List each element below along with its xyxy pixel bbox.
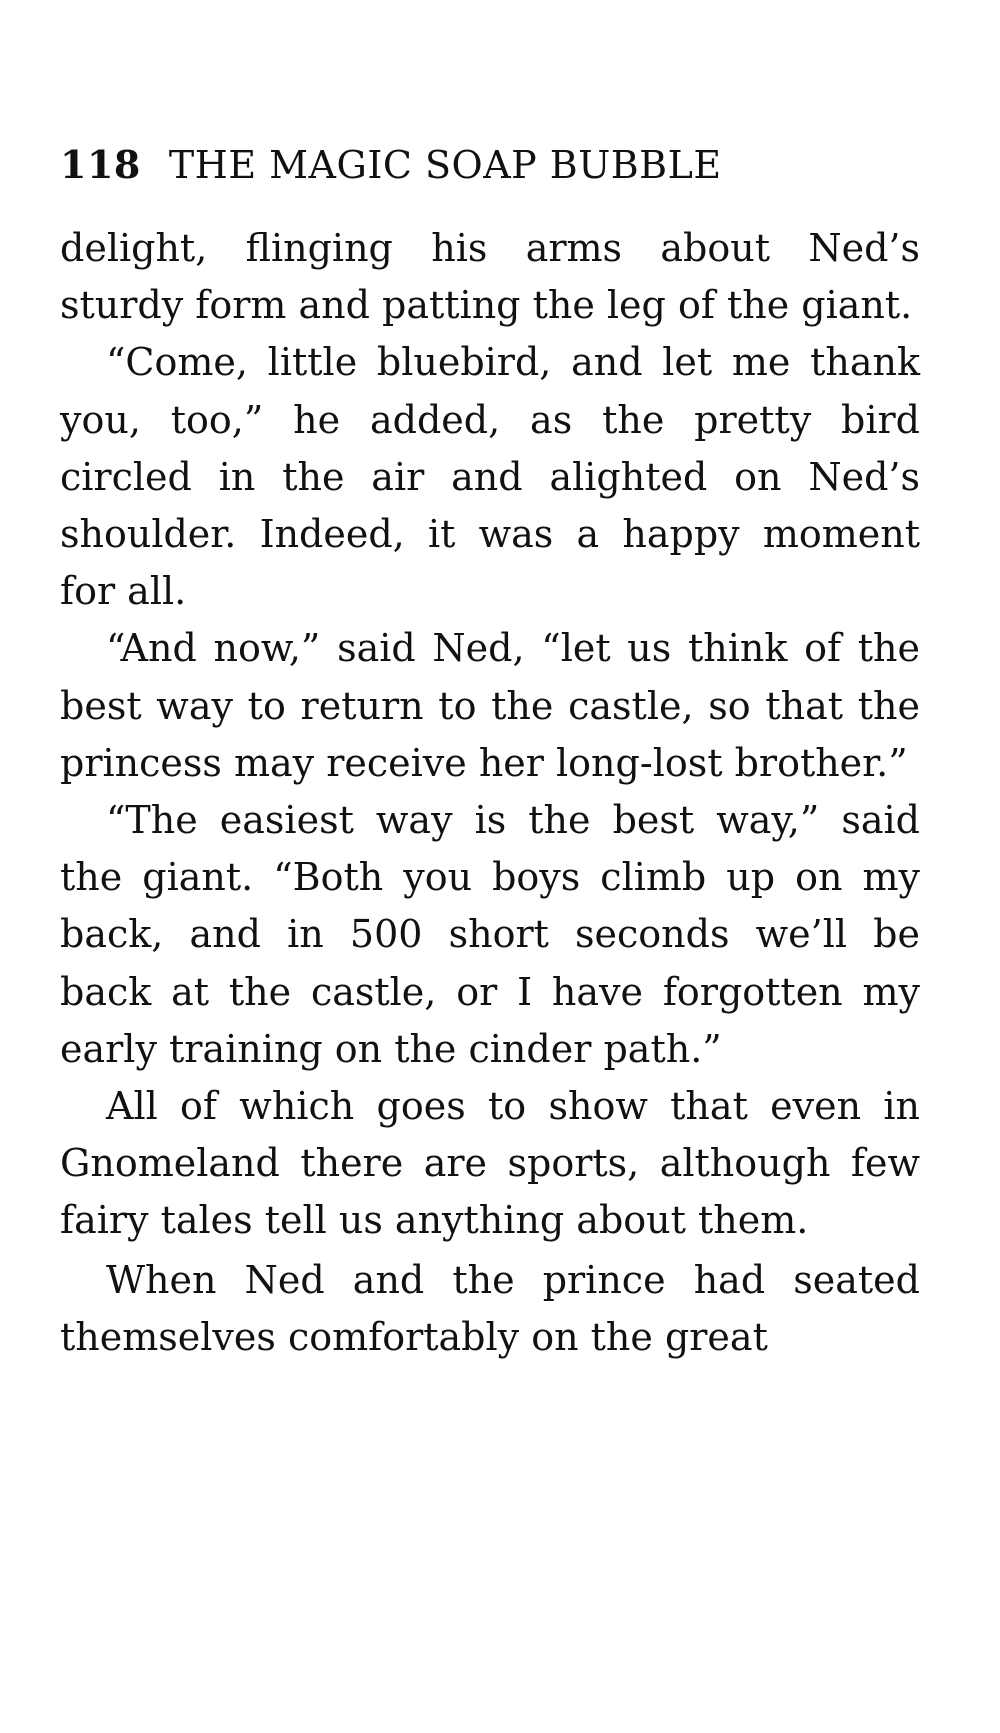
paragraph: When Ned and the prince had seated themselves comfortably on the great	[60, 1257, 920, 1359]
page-header	[60, 135, 920, 195]
paragraph: “And now,” said Ned, “let us think of the best way to return to the castle, so that the princess may receive her long-lost brother.”	[60, 626, 920, 785]
body-text	[60, 220, 920, 1366]
paragraph: “Come, little bluebird, and let me thank you, too,” he added, as the pretty bird circled in the air and alighted on Ned’s shoulder. Indeed, it was a happy moment for all.	[60, 340, 920, 614]
paragraph: “The easiest way is the best way,” said the giant. “Both you boys climb up on my back, and in 500 short seconds we’ll be back at the castle, or I have forgotten my early training on the cinder path.”	[60, 798, 920, 1071]
paragraph: All of which goes to show that even in Gnomeland there are sports, although few fairy tales tell us anything about them.	[60, 1084, 920, 1243]
paragraph: delight, flinging his arms about Ned’s sturdy form and patting the leg of the giant.	[60, 226, 920, 328]
running-title: THE MAGIC SOAP BUBBLE	[168, 143, 722, 187]
page-number: 118	[60, 142, 141, 187]
